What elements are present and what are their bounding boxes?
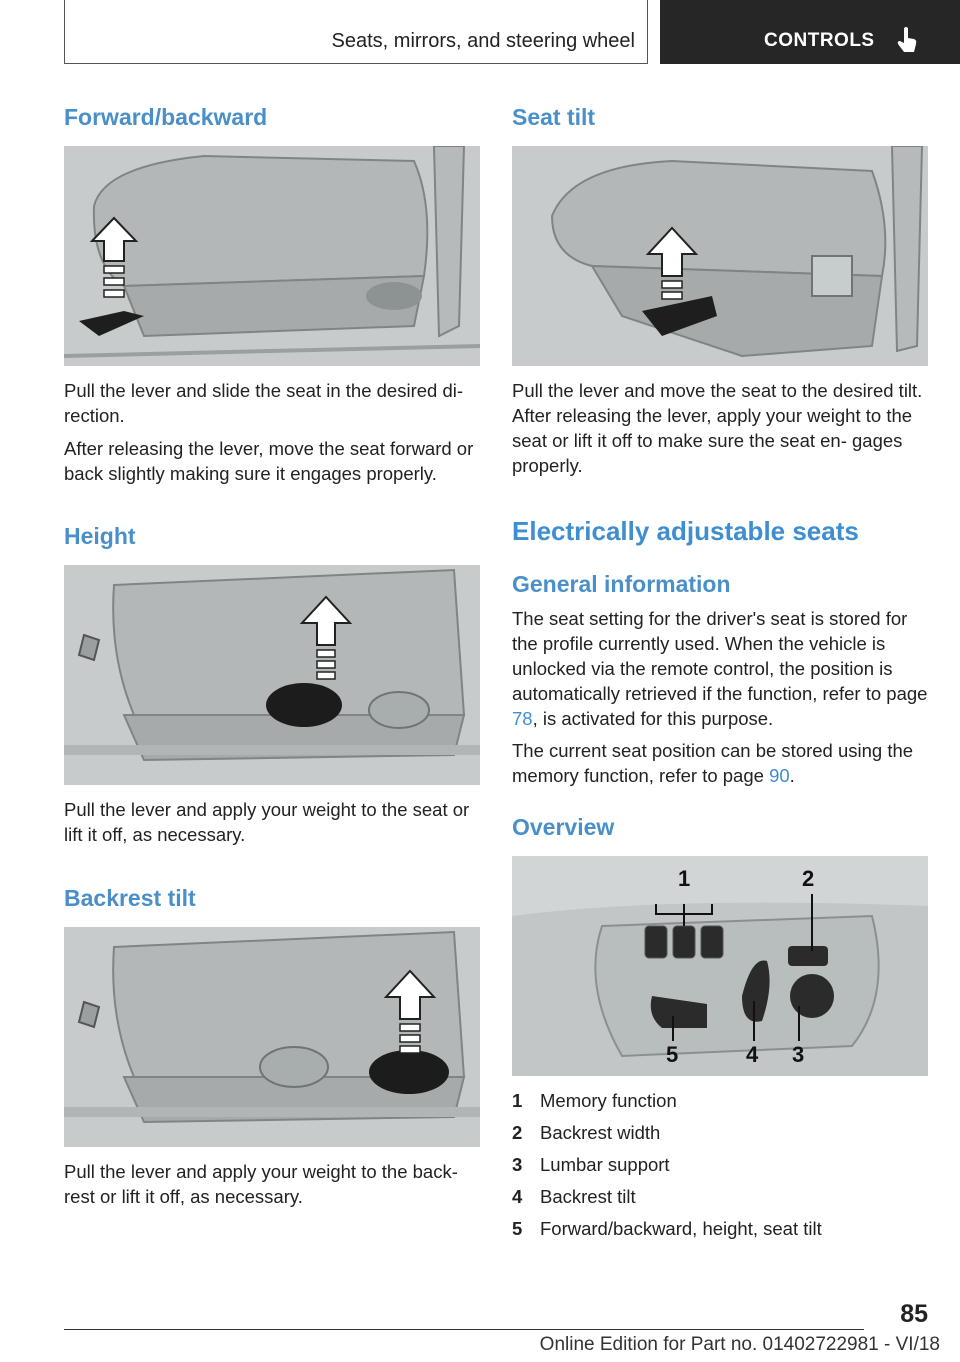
legend-label: Forward/backward, height, seat tilt bbox=[540, 1218, 822, 1239]
callout-5: 5 bbox=[666, 1042, 679, 1067]
legend-number: 2 bbox=[512, 1122, 523, 1143]
heading-overview: Overview bbox=[512, 814, 615, 840]
heading-electric-seats: Electrically adjustable seats bbox=[512, 516, 859, 546]
backrest-tilt-image bbox=[64, 927, 480, 1147]
seat-tilt-paragraph: Pull the lever and move the seat to the desired tilt. After releasing the lever, apply your weight to the seat or lift it off to make sure the seat en‐ gages properly. bbox=[512, 380, 923, 476]
heading-general-information: General information bbox=[512, 571, 731, 597]
footer-divider bbox=[64, 1329, 864, 1330]
backrest-paragraph: Pull the lever and apply your weight to the back‐ rest or lift it off, as necessary. bbox=[64, 1161, 458, 1207]
heading-forward-backward: Forward/backward bbox=[64, 104, 268, 130]
list-item bbox=[512, 1216, 928, 1248]
list-item bbox=[512, 1184, 928, 1216]
forward-paragraph-2: After releasing the lever, move the seat forward or back slightly making sure it engages properly. bbox=[64, 438, 474, 484]
page-link-78[interactable]: 78 bbox=[512, 708, 533, 729]
list-item bbox=[512, 1088, 928, 1120]
forward-paragraph-1: Pull the lever and slide the seat in the desired di‐ rection. bbox=[64, 380, 464, 426]
heading-seat-tilt: Seat tilt bbox=[512, 104, 596, 130]
list-item bbox=[512, 1152, 928, 1184]
legend-number: 3 bbox=[512, 1154, 523, 1175]
section-tab bbox=[660, 0, 960, 64]
callout-2: 2 bbox=[802, 866, 815, 891]
pointing-hand-icon bbox=[896, 26, 918, 54]
seat-tilt-image bbox=[512, 146, 928, 366]
list-item bbox=[512, 1120, 928, 1152]
legend-number: 4 bbox=[512, 1186, 523, 1207]
legend-label: Lumbar support bbox=[540, 1154, 670, 1175]
heading-backrest-tilt: Backrest tilt bbox=[64, 885, 196, 911]
page-number: 85 bbox=[900, 1300, 928, 1328]
callout-1: 1 bbox=[678, 866, 691, 891]
general-paragraph-1 bbox=[512, 606, 928, 731]
memory-text-a: The current seat position can be stored using the memory function, refer to page bbox=[512, 740, 914, 786]
section-label: CONTROLS bbox=[764, 30, 875, 51]
general-text-a: The seat setting for the driver's seat is stored for the profile currently used. When the vehicle is unlocked via the remote control, the position is automatically retrieved if the function, refer to page bbox=[512, 608, 928, 704]
legend-label: Backrest tilt bbox=[540, 1186, 636, 1207]
legend-number: 5 bbox=[512, 1218, 523, 1239]
page-link-90[interactable]: 90 bbox=[769, 765, 790, 786]
overview-legend-list bbox=[512, 1088, 928, 1248]
legend-number: 1 bbox=[512, 1090, 523, 1111]
callout-4: 4 bbox=[746, 1042, 759, 1067]
height-paragraph: Pull the lever and apply your weight to the seat or lift it off, as necessary. bbox=[64, 799, 470, 845]
chapter-title: Seats, mirrors, and steering wheel bbox=[331, 30, 635, 52]
general-text-b: , is activated for this purpose. bbox=[532, 708, 774, 729]
callout-3: 3 bbox=[792, 1042, 805, 1067]
legend-label: Backrest width bbox=[540, 1122, 661, 1143]
seat-forward-image bbox=[64, 146, 480, 366]
controls-overview-image bbox=[512, 856, 928, 1076]
edition-footer: Online Edition for Part no. 01402722981 - VI/18 bbox=[539, 1334, 940, 1355]
legend-label: Memory function bbox=[540, 1090, 677, 1111]
heading-height: Height bbox=[64, 523, 136, 549]
general-paragraph-2 bbox=[512, 738, 928, 788]
running-header bbox=[64, 0, 648, 64]
seat-height-image bbox=[64, 565, 480, 785]
memory-text-b: . bbox=[789, 765, 795, 786]
